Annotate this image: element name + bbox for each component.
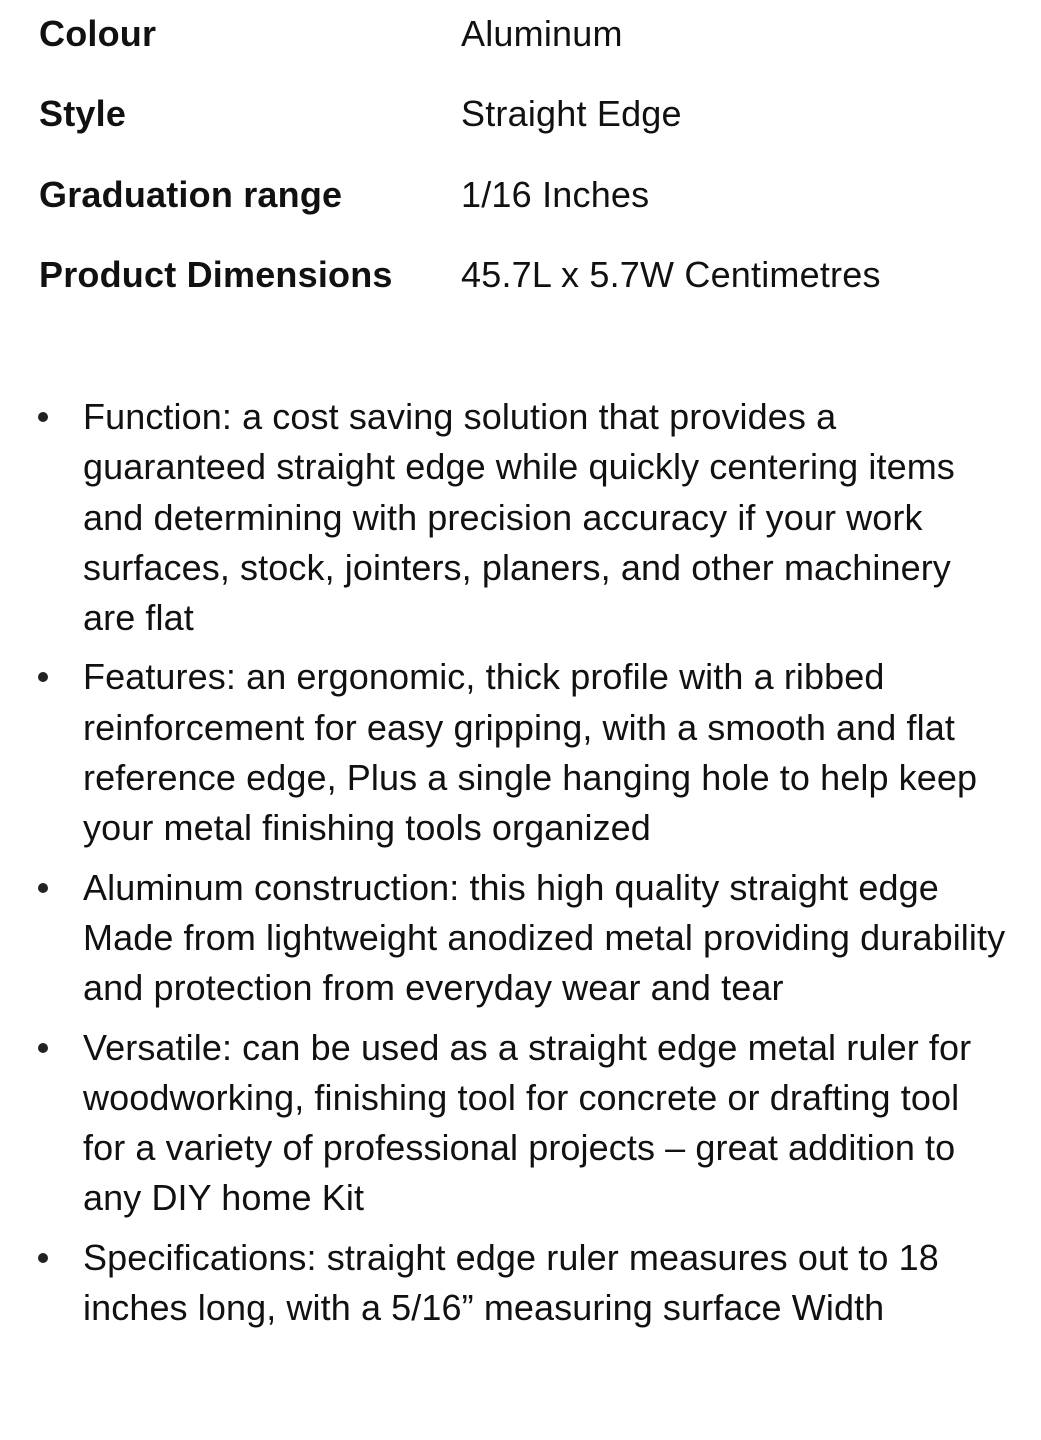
list-item — [0, 1233, 1041, 1334]
spec-value: 45.7L x 5.7W Centimetres — [461, 254, 881, 295]
bullet-text: Function: a cost saving solution that provides a guaranteed straight edge while quickly centering items and determining with precision accuracy if your work surfaces, stock, jointers, planers, and other machinery are flat — [83, 396, 955, 639]
spec-value: Aluminum — [461, 13, 623, 54]
bullet-icon — [38, 412, 48, 422]
spec-label: Style — [39, 93, 127, 134]
spec-value: 1/16 Inches — [461, 174, 650, 215]
spec-row-product-dimensions — [39, 249, 1019, 359]
spec-label: Graduation range — [39, 174, 343, 215]
bullet-text: Specifications: straight edge ruler measures out to 18 inches long, with a 5/16” measuring surface Width — [83, 1236, 939, 1329]
bullet-icon — [38, 883, 48, 893]
list-item — [0, 652, 1041, 853]
list-item — [0, 863, 1041, 1014]
spec-value: Straight Edge — [461, 93, 682, 134]
list-item — [0, 1023, 1041, 1224]
list-item — [0, 392, 1041, 643]
bullet-text: Versatile: can be used as a straight edge metal ruler for woodworking, finishing tool for concrete or drafting tool for a variety of professional projects – great addition to any DIY home Kit — [83, 1026, 972, 1219]
bullet-text: Aluminum construction: this high quality straight edge Made from lightweight anodized metal providing durability and protection from everyday wear and tear — [83, 866, 1006, 1009]
spec-row-colour — [39, 8, 1019, 88]
bullet-icon — [38, 1253, 48, 1263]
bullet-icon — [38, 672, 48, 682]
spec-row-style — [39, 88, 1019, 169]
bullet-icon — [38, 1043, 48, 1053]
bullet-text: Features: an ergonomic, thick profile with a ribbed reinforcement for easy gripping, with a smooth and flat reference edge, Plus a single hanging hole to help keep your metal finishing tools organized — [83, 656, 978, 849]
spec-label: Product Dimensions — [39, 254, 393, 295]
product-specs-table — [39, 8, 1019, 359]
feature-bullet-list — [0, 392, 1041, 1342]
spec-row-graduation-range — [39, 169, 1019, 249]
spec-label: Colour — [39, 13, 157, 54]
